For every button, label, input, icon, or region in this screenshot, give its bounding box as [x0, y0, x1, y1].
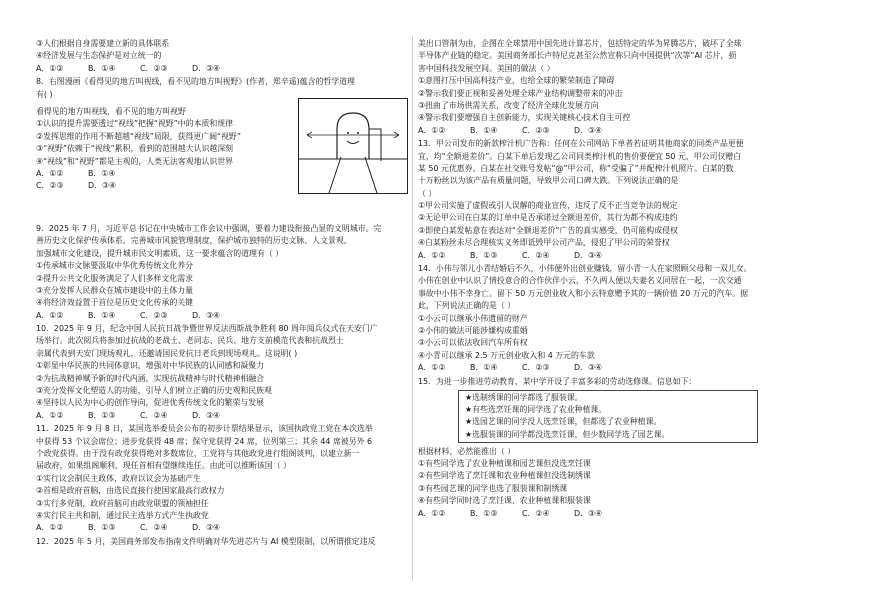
q7-choice-b[interactable]: B．①④ — [88, 63, 116, 73]
cartoon-drawing — [299, 99, 407, 193]
q7-option-3: ③人们根据自身需要建立新的具体联系 — [36, 39, 170, 48]
q11-stem-2: 中获得 53 个议会席位；进步党获得 48 席；保守党获得 24 席，位列第三；其余 44 席被另外 6 — [36, 436, 373, 446]
q13-stem-3: 某 50 元优惠券。白某在社交账号发帖“@”甲公司，称“受骗了”并配榨汁机照片。白某的数 — [418, 163, 734, 173]
q8-choice-c[interactable]: C．②③ — [36, 181, 64, 191]
q9-stem-3: 加强城市文化建设，提升城市民文明素质，这一要求蕴含的道理有（ ） — [36, 248, 284, 258]
column-divider — [412, 36, 413, 581]
q12-item-3: ③扭曲了市场供需关系，改变了经济全球化发展方向 — [418, 100, 599, 110]
q11-item-1: ①实行议会制民主政体，政府以议会为基础产生 — [36, 473, 201, 483]
q9-stem-1: 9．2025 年 7 月，习近平总书记在中央城市工作会议中强调，要着力建设衔接凸显的文明城市。完 — [36, 223, 382, 233]
q12-stem-1: 12．2025 年 5 月，美国商务部发布指南文件明确对华先进芯片与 AI 模型限制，以所谓推定违反 — [36, 536, 376, 546]
q13-stem-4: 十万粉丝以为该产品有质量问题，导致甲公司口碑大跌。下列说法正确的是 — [418, 176, 679, 186]
q9-choices — [36, 310, 408, 322]
q13-choices — [418, 250, 838, 262]
q14-stem-2: 小伟在创业中认识了情投意合的合作伙伴小云，不久两人便以夫妻名义同居在一起，一次交通 — [418, 276, 742, 286]
q15-choices — [418, 508, 838, 520]
q8-caption: 看得见的地方叫视线，看不见的地方叫视野 — [36, 106, 186, 116]
q15-choice-b[interactable]: B．①③ — [470, 508, 498, 518]
q15-item-1: ①有些同学选了农业种植课和园艺课但没选烹饪课 — [418, 459, 591, 469]
q9-item-1: ①传承城市文脉要汲取中华优秀传统文化养分 — [36, 261, 193, 271]
q11-item-4: ④实行民主共和制，通过民主选举方式产生执政党 — [36, 510, 209, 520]
q9-item-2: ②提升公共文化服务满足了人们多样文化需求 — [36, 273, 193, 283]
question-13 — [418, 138, 838, 262]
q10-item-2: ②为抗战精神赋予新的时代内涵，实现抗战精神与时代精神相融合 — [36, 373, 265, 383]
q14-choice-d[interactable]: D．③④ — [574, 363, 603, 373]
q10-choices — [36, 410, 408, 422]
q11-stem-3: 个政党获得。由于没有政党获得绝对多数席位，工党将与其他政党进行组阁谈判，以建立新一 — [36, 448, 360, 458]
q15-item-2: ②有些同学选了烹饪课和农业种植课但没选制绣课 — [418, 471, 591, 481]
q13-choice-c[interactable]: C．②④ — [522, 250, 550, 260]
q9-choice-b[interactable]: B．①④ — [88, 310, 116, 320]
q7-tail — [36, 38, 408, 75]
q15-info-2: ★有些选烹饪课的同学选了农业种植课。 — [465, 405, 607, 415]
q13-stem-5: （ ） — [418, 188, 437, 198]
left-column — [36, 38, 408, 548]
q8-item-4: ④“视线”和“视野”都是主观的，人类无法客观地认识世界 — [36, 156, 234, 166]
question-14 — [418, 263, 838, 375]
q10-choice-d[interactable]: D．③④ — [192, 410, 221, 420]
question-11 — [36, 423, 408, 535]
q8-figure-row — [36, 106, 408, 222]
q14-choice-b[interactable]: B．①④ — [470, 363, 498, 373]
q15-info-1: ★选制绣课的同学都选了服装课。 — [465, 392, 583, 402]
q13-item-1: ①甲公司实施了虚假或引人误解的商业宣传，违反了反不正当竞争法的规定 — [418, 201, 678, 211]
q10-item-1: ①彰显中华民族的共同体意识，增强对中华民族的认同感和凝聚力 — [36, 361, 265, 371]
q12-choice-d[interactable]: D．③④ — [574, 125, 603, 135]
q8-choices-2 — [36, 180, 294, 192]
q13-stem-1: 13．甲公司发布的新款榨汁机广告称：任何在公司网站下单者若证明其他商家的同类产品更便 — [418, 139, 744, 149]
q15-info-3: ★选园艺课的同学没人选烹饪课，但都选了农业种植课。 — [465, 417, 662, 427]
q8-text-block — [36, 106, 294, 193]
q14-choice-a[interactable]: A．①② — [418, 363, 446, 373]
q8-item-1: ①认识的提升需要透过“视线”把握“视野”中的本质和规律 — [36, 119, 234, 129]
q7-choice-a[interactable]: A．①② — [36, 63, 64, 73]
q8-choice-a[interactable]: A．①② — [36, 168, 64, 178]
q8-choices — [36, 168, 294, 180]
q15-info-4: ★选服装课的同学都没选烹饪课，但少数同学选了园艺课。 — [465, 429, 670, 439]
q14-item-4: ④小青可以继承 2.5 万元创业收入和 4 万元的车款 — [418, 350, 595, 360]
q14-item-3: ③小云可以依法收回汽车所有权 — [418, 338, 528, 348]
q12-item-4: ④警示我们要增强自主创新能力，实现关键核心技术自主可控 — [418, 113, 631, 123]
q12-stem-3: 半导体产业链的稳定。美国商务部长卢特尼克甚至公然宣称只向中国提供“次等”AI 芯片，损 — [418, 51, 737, 61]
q15-stem: 15．为进一步推进劳动教育，某中学开设了丰富多彩的劳动选修课。信息如下： — [418, 376, 697, 386]
q12-item-1: ①意图打压中国高科技产业，也给全球的繁荣制造了障碍 — [418, 76, 615, 86]
q13-choice-d[interactable]: D．③④ — [574, 250, 603, 260]
question-12-start — [36, 536, 408, 548]
q8-choice-d[interactable]: D．③④ — [88, 181, 117, 191]
q7-option-4: ④经济发展与生态保护是对立统一的 — [36, 51, 162, 61]
question-15 — [418, 376, 838, 520]
q10-choice-c[interactable]: C．②④ — [140, 410, 168, 420]
q12-choices — [418, 125, 838, 137]
q15-item-4: ④有些同学同时选了烹饪课、农业种植课和服装课 — [418, 496, 591, 506]
q13-item-4: ④白某粉丝未尽合理核实义务即诋毁甲公司产品，侵犯了甲公司的荣誉权 — [418, 238, 670, 248]
q14-stem-1: 14．小伟与邻儿小青结婚后不久，小伟便外出创业赚钱，留小青一人在家照顾父母和一双儿女。 — [418, 264, 752, 274]
q14-choices — [418, 362, 838, 374]
q11-choice-a[interactable]: A．①② — [36, 523, 64, 533]
q12-choice-a[interactable]: A．①② — [418, 125, 446, 135]
q8-item-3: ③“视野”依赖于“视线”累积，看到的范围越大认识越深刻 — [36, 144, 234, 154]
q7-choice-d[interactable]: D．③④ — [192, 63, 221, 73]
q12-item-2: ②警示我们要正视和妥善处理全球产业结构调整带来的冲击 — [418, 88, 623, 98]
q8-choice-b[interactable]: B．①④ — [88, 168, 116, 178]
q14-item-2: ②小伟的做法可能涉嫌构成重婚 — [418, 325, 528, 335]
q7-choices — [36, 63, 408, 75]
q10-item-4: ④坚持以人民为中心的创作导向，促进优秀传统文化的繁荣与发展 — [36, 398, 265, 408]
q9-choice-a[interactable]: A．①② — [36, 310, 64, 320]
q15-info-box — [458, 390, 758, 443]
q9-stem-2: 善历史文化保护传承体系，完善城市风貌管理制度，保护城市独特的历史文脉、人文景观， — [36, 236, 352, 246]
q12-choice-c[interactable]: C．②③ — [522, 125, 550, 135]
q11-item-2: ②首相是政府首脑，由选民直接行使国家最高行政权力 — [36, 486, 225, 496]
q13-item-3: ③即使白某发帖意在表达对“全额退差价”广告的真实感受，仍可能构成侵权 — [418, 225, 678, 235]
q11-choices — [36, 522, 408, 534]
question-9 — [36, 223, 408, 322]
q13-choice-b[interactable]: B．①③ — [470, 250, 498, 260]
q7-choice-c[interactable]: C．②③ — [140, 63, 168, 73]
q10-choice-b[interactable]: B．①③ — [88, 410, 116, 420]
q15-prompt: 根据材料，必然能推出（ ） — [418, 446, 516, 456]
q13-item-2: ②无论甲公司在白某的订单中是否承诺过全额退差价，其行为都不构成违约 — [418, 213, 678, 223]
q10-stem-2: 场举行。此次阅兵将参加过抗战的老战士、老同志、民兵、地方支前模范代表和抗战烈士 — [36, 336, 344, 346]
q9-item-4: ④将经济效益置于首位是历史文化传承的关键 — [36, 298, 193, 308]
q11-choice-c[interactable]: C．②④ — [140, 523, 168, 533]
q11-stem-1: 11．2025 年 9 月 8 日，某国选举委员会公布的初步计票结果显示，该国执政党工党在本次选举 — [36, 424, 373, 434]
q13-stem-2: 宜，均“全额退差价”。白某下单后发现乙公司同类榨汁机的售价要便宜 50 元，甲公司仅赠白 — [418, 151, 742, 161]
q11-choice-d[interactable]: D．③④ — [192, 523, 221, 533]
right-column — [418, 38, 838, 520]
q11-item-3: ③实行多党制，政府首脑可由政党联盟的领袖担任 — [36, 498, 209, 508]
q15-choice-d[interactable]: D．③④ — [574, 508, 603, 518]
q15-choice-a[interactable]: A．①② — [418, 508, 446, 518]
q14-item-1: ①小云可以继承小伟遗留的财产 — [418, 313, 528, 323]
question-10 — [36, 323, 408, 422]
q14-choice-c[interactable]: C．②③ — [522, 363, 550, 373]
q14-stem-3: 事故中小伟不幸身亡。留下 50 万元创业收入和小云特意赠予其的一辆价值 20 万元的汽车。据 — [418, 288, 748, 298]
question-12-cont — [418, 38, 838, 137]
q9-choice-c[interactable]: C．②③ — [140, 310, 168, 320]
q9-item-3: ③充分发挥人民群众在城市建设中的主体力量 — [36, 285, 193, 295]
q15-choice-c[interactable]: C．②④ — [522, 508, 550, 518]
q10-item-3: ③充分发挥文化塑造人的功能，引导人们树立正确的历史观和民族观 — [36, 386, 272, 396]
q8-item-2: ②发挥思维的作用不断超越“视线”局限，获得更广阔“视野” — [36, 131, 241, 141]
q8-stem-2: 有( ) — [36, 89, 53, 99]
q8-stem-1: 8．右图漫画《看得见的地方叫视线，看不见的地方叫视野》(作者，郑辛遥)蕴含的哲学道理 — [36, 77, 355, 87]
q15-item-3: ③有些园艺课的同学也选了服装课和制绣课 — [418, 483, 568, 493]
q13-choice-a[interactable]: A．①② — [418, 250, 446, 260]
q10-choice-a[interactable]: A．①② — [36, 410, 64, 420]
q11-choice-b[interactable]: B．①③ — [88, 523, 116, 533]
q12-stem-2: 美出口管制为由，企图在全球禁用中国先进计算芯片，包括特定的华为昇腾芯片，破坏了全球 — [418, 39, 742, 48]
question-8 — [36, 76, 408, 222]
road-horizon-cartoon-icon — [298, 98, 408, 194]
q12-choice-b[interactable]: B．①④ — [470, 125, 498, 135]
q11-stem-4: 届政府，如果组阁顺利，现任首相有望继续连任。由此可以推断该国（ ） — [36, 461, 292, 471]
q10-stem-1: 10．2025 年 9 月，纪念中国人民抗日战争暨世界反法西斯战争胜利 80 周年阅兵仪式在天安门广 — [36, 324, 378, 334]
q14-stem-4: 此，下列说法正确的是（ ） — [418, 301, 516, 311]
q10-stem-3: 亲属代表到天安门现场观礼，还邀请国民党抗日老兵到现场观礼。这说明( ) — [36, 348, 298, 358]
q9-choice-d[interactable]: D．③④ — [192, 310, 221, 320]
q12-stem-4: 害中国科技发展空间。美国的做法（ ） — [418, 63, 555, 73]
